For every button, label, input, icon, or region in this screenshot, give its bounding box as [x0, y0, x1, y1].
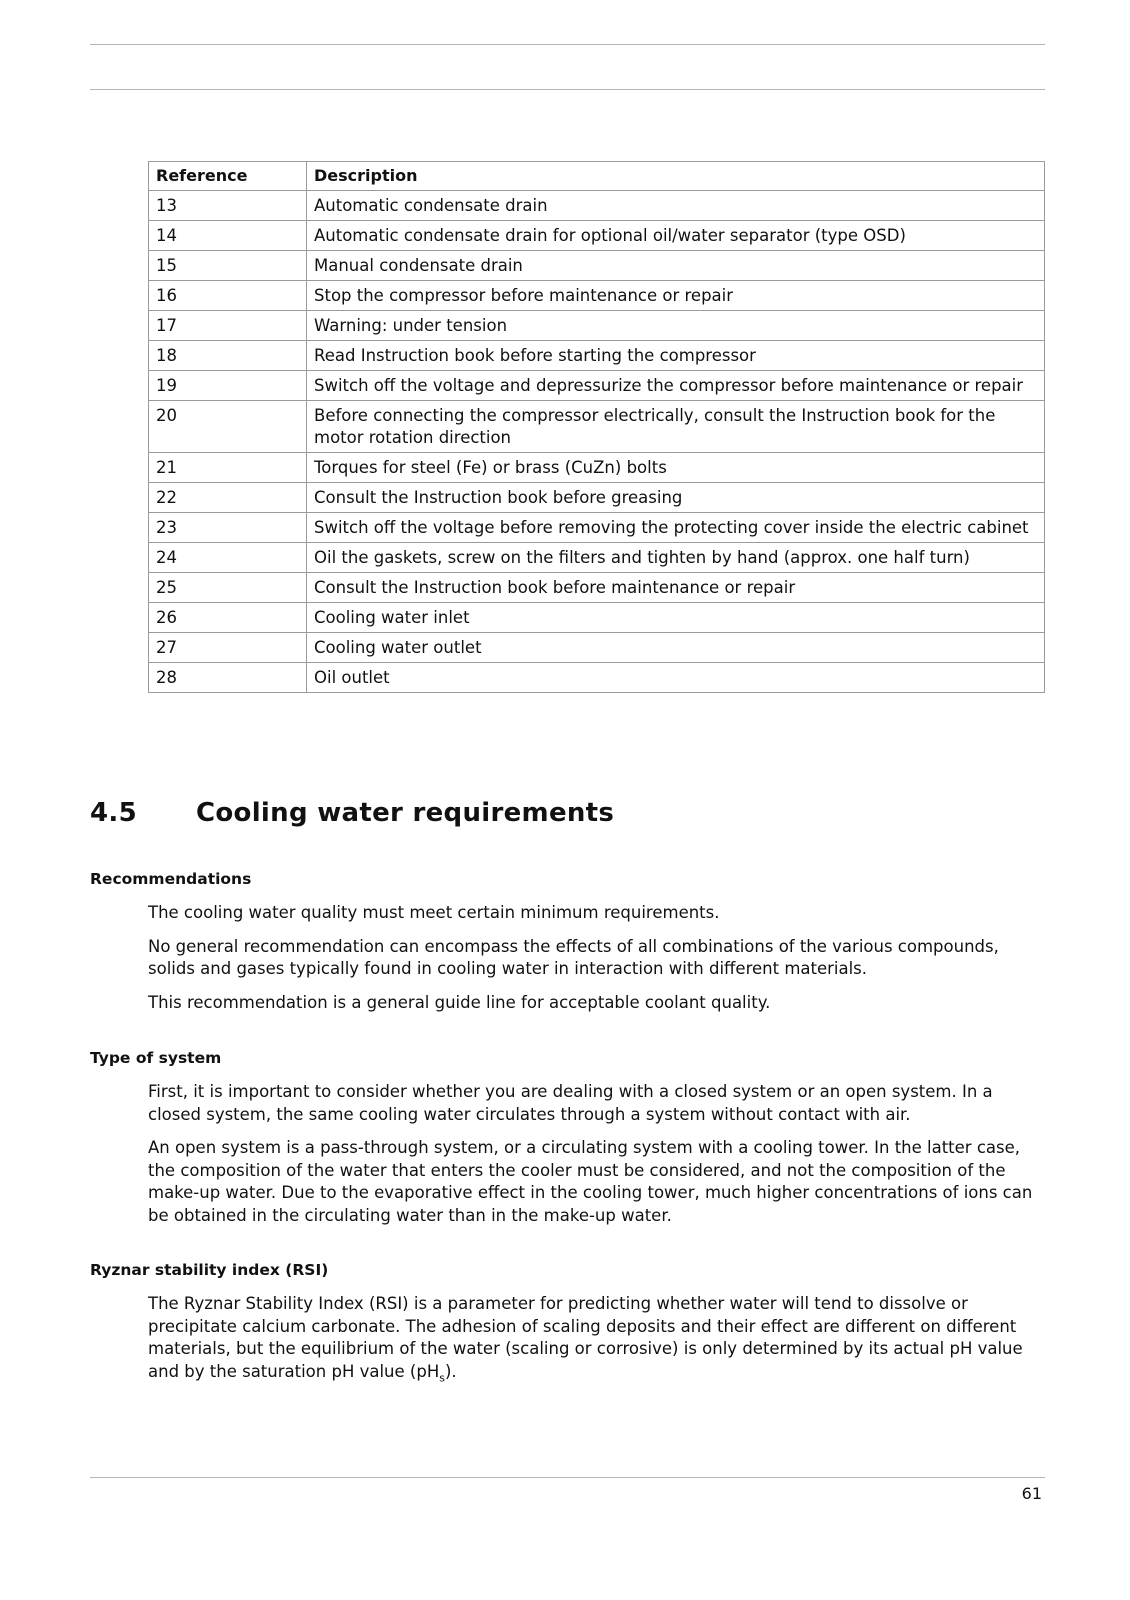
reference-cell: 16 [149, 281, 307, 311]
reference-cell: 21 [149, 453, 307, 483]
reference-table [148, 161, 1045, 693]
table-row [149, 401, 1045, 453]
table-row [149, 251, 1045, 281]
table-row [149, 453, 1045, 483]
description-cell: Before connecting the compressor electrically, consult the Instruction book for the motor rotation direction [307, 401, 1045, 453]
header-rule-top [90, 44, 1045, 45]
description-cell: Cooling water outlet [307, 633, 1045, 663]
table-row [149, 341, 1045, 371]
reference-cell: 15 [149, 251, 307, 281]
table-body [149, 191, 1045, 693]
reference-cell: 14 [149, 221, 307, 251]
footer-rule [90, 1477, 1045, 1478]
table-row [149, 543, 1045, 573]
table-header-row [149, 162, 1045, 191]
description-cell: Oil the gaskets, screw on the filters and tighten by hand (approx. one half turn) [307, 543, 1045, 573]
paragraph: The cooling water quality must meet certain minimum requirements. [148, 903, 720, 922]
table-row [149, 603, 1045, 633]
reference-cell: 26 [149, 603, 307, 633]
section-title: Cooling water requirements [196, 798, 615, 828]
paragraph: No general recommendation can encompass the effects of all combinations of the various compounds, solids and gases typically found in cooling water in interaction with different materials. [148, 936, 999, 978]
paragraph: This recommendation is a general guide line for acceptable coolant quality. [148, 992, 771, 1012]
description-cell: Consult the Instruction book before greasing [307, 483, 1045, 513]
description-cell: Cooling water inlet [307, 603, 1045, 633]
table-row [149, 483, 1045, 513]
table-row [149, 633, 1045, 663]
reference-cell: 25 [149, 573, 307, 603]
reference-cell: 28 [149, 663, 307, 693]
reference-cell: 19 [149, 371, 307, 401]
description-cell: Switch off the voltage before removing the protecting cover inside the electric cabinet [307, 513, 1045, 543]
reference-cell: 17 [149, 311, 307, 341]
table-row [149, 663, 1045, 693]
table-row [149, 371, 1045, 401]
table-row [149, 573, 1045, 603]
table-row [149, 221, 1045, 251]
description-cell: Switch off the voltage and depressurize the compressor before maintenance or repair [307, 371, 1045, 401]
description-cell: Read Instruction book before starting the compressor [307, 341, 1045, 371]
type-of-system-text [148, 1081, 1046, 1238]
section-number: 4.5 [90, 798, 137, 828]
description-cell: Stop the compressor before maintenance or repair [307, 281, 1045, 311]
page-number: 61 [1021, 1484, 1042, 1503]
rsi-subscript: s [439, 1370, 445, 1384]
table-row [149, 281, 1045, 311]
description-cell: Consult the Instruction book before maintenance or repair [307, 573, 1045, 603]
paragraph: An open system is a pass-through system, or a circulating system with a cooling tower. In the latter case, the composition of the water that enters the cooler must be considered, and not the composition of the make-up water. Due to the evaporative effect in the cooling tower, much higher concentrations of ions can be obtained in the circulating water than in the make-up water. [148, 1138, 1033, 1225]
reference-cell: 20 [149, 401, 307, 453]
description-cell: Torques for steel (Fe) or brass (CuZn) bolts [307, 453, 1045, 483]
rsi-text [148, 1293, 1046, 1400]
rsi-heading: Ryznar stability index (RSI) [90, 1261, 329, 1279]
description-cell: Automatic condensate drain for optional oil/water separator (type OSD) [307, 221, 1045, 251]
rsi-paragraph-main: The Ryznar Stability Index (RSI) is a parameter for predicting whether water will tend to dissolve or precipitate calcium carbonate. The adhesion of scaling deposits and their effect are different on different materials, but the equilibrium of the water (scaling or corrosive) is only determined by its actual pH value and by the saturation pH value (pH [148, 1294, 1023, 1381]
header-rule-bottom [90, 89, 1045, 90]
description-cell: Manual condensate drain [307, 251, 1045, 281]
description-cell: Automatic condensate drain [307, 191, 1045, 221]
reference-cell: 18 [149, 341, 307, 371]
recommendations-heading: Recommendations [90, 870, 252, 888]
table-row [149, 513, 1045, 543]
rsi-paragraph-end: ). [444, 1361, 457, 1381]
reference-cell: 23 [149, 513, 307, 543]
reference-cell: 22 [149, 483, 307, 513]
table-row [149, 191, 1045, 221]
reference-cell: 13 [149, 191, 307, 221]
type-of-system-heading: Type of system [90, 1049, 222, 1067]
table-row [149, 311, 1045, 341]
column-header-description: Description [307, 162, 1045, 191]
recommendations-text [148, 902, 1046, 1025]
paragraph [148, 1293, 1046, 1389]
description-cell: Warning: under tension [307, 311, 1045, 341]
paragraph: First, it is important to consider whether you are dealing with a closed system or an open system. In a closed system, the same cooling water circulates through a system without contact with air. [148, 1082, 993, 1124]
reference-cell: 27 [149, 633, 307, 663]
description-cell: Oil outlet [307, 663, 1045, 693]
reference-cell: 24 [149, 543, 307, 573]
column-header-reference: Reference [149, 162, 307, 191]
